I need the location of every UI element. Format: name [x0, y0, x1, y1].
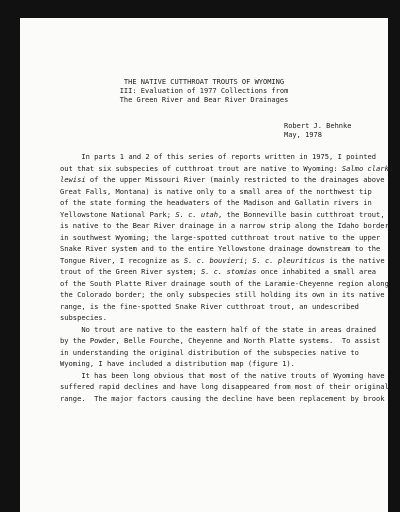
- species-name: Salmo clarki: [341, 163, 394, 173]
- body-line: of the South Platte River drainage south of the Laramie-Cheyenne region along: [60, 278, 389, 288]
- body-line: range. The major factors causing the decline have been replacement by brook: [60, 393, 385, 403]
- species-name: S. c. pleuriticus: [252, 255, 325, 265]
- body-line: [60, 209, 385, 221]
- author-block: [284, 122, 351, 140]
- body-line: Great Falls, Montana) is native only to a small area of the northwest tip: [60, 186, 372, 196]
- body-line: [60, 266, 380, 278]
- document-subtitle-line-1: III: Evaluation of 1977 Collections from: [119, 87, 289, 95]
- species-name: S. c. bouvieri: [183, 255, 244, 265]
- body-line: is native to the Bear River drainage in a narrow strip along the Idaho border: [60, 221, 389, 230]
- text-run: out that six subspecies of cutthroat trout are native to Wyoming:: [60, 163, 342, 173]
- document-date: May, 1978: [284, 131, 322, 139]
- species-name: lewisi: [60, 175, 86, 184]
- body-line: suffered rapid declines and have long disappeared from most of their original: [60, 382, 389, 391]
- body-line: [60, 174, 385, 186]
- document-page: [20, 18, 394, 512]
- author-name: Robert J. Behnke: [284, 122, 352, 130]
- text-run: Yellowstone National Park;: [60, 209, 176, 219]
- body-line: of the state forming the headwaters of the Madison and Gallatin rivers in: [60, 198, 372, 207]
- body-line: in understanding the original distribution of the subspecies native to: [60, 347, 359, 357]
- document-title: THE NATIVE CUTTHROAT TROUTS OF WYOMING: [123, 78, 285, 86]
- species-name: S. c. utah: [175, 209, 219, 219]
- body-line: It has been long obvious that most of the native trouts of Wyoming have: [60, 370, 385, 380]
- body-line: In parts 1 and 2 of this series of reports written in 1975, I pointed: [60, 152, 377, 161]
- body-line: Snake River system and to the entire Yellowstone drainage downstream to the: [60, 244, 381, 253]
- text-run: trout of the Green River system;: [60, 267, 201, 276]
- title-block: [20, 78, 388, 105]
- body-line: by the Powder, Belle Fourche, Cheyenne and North Platte systems. To assist: [60, 336, 381, 345]
- body-line: subspecies.: [60, 313, 107, 322]
- body-line: in southwest Wyoming; the large-spotted cutthroat trout native to the upper: [60, 232, 381, 242]
- text-run: Tongue River, I recognize as: [60, 255, 184, 265]
- body-line: [60, 255, 385, 267]
- body-line: Wyoming, I have included a distribution map (figure 1).: [60, 359, 295, 368]
- document-subtitle-line-2: The Green River and Bear River Drainages: [119, 96, 289, 104]
- body-line: range, is the fine-spotted Snake River cutthroat trout, an undescribed: [60, 301, 359, 311]
- body-line: No trout are native to the eastern half of the state in areas drained: [60, 324, 377, 334]
- text-run: is the native: [324, 255, 385, 265]
- text-run: ;: [243, 255, 253, 265]
- document-body: [60, 151, 394, 404]
- text-run: of the upper Missouri River (mainly restricted to the drainages above: [85, 175, 385, 184]
- body-line: [60, 163, 394, 175]
- body-line: the Colorado border; the only subspecies still holding its own in its native: [60, 290, 385, 299]
- species-name: S. c. stomias: [200, 267, 257, 276]
- text-run: once inhabited a small area: [256, 267, 377, 276]
- text-run: , the Bonneville basin cutthroat trout,: [218, 209, 385, 219]
